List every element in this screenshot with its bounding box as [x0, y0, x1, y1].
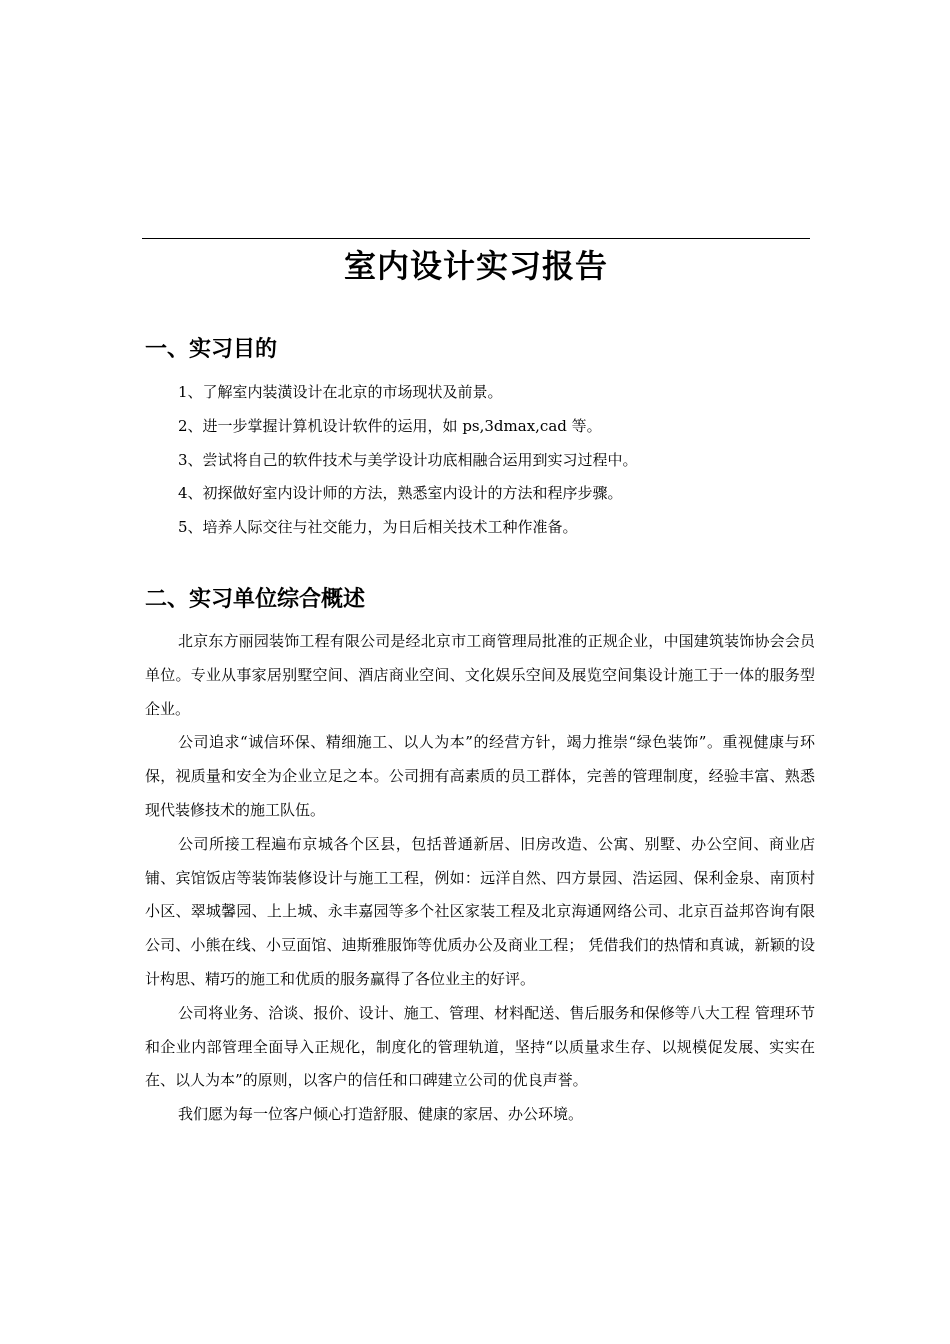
purpose-item: 3、尝试将自己的软件技术与美学设计功底相融合运用到实习过程中。 — [178, 451, 638, 469]
title-rule — [142, 238, 810, 239]
overview-paragraph: 公司追求“诚信环保、精细施工、以人为本”的经营方针，竭力推崇“绿色装饰”。重视健康与环保，视质量和安全为企业立足之本。公司拥有高素质的员工群体，完善的管理制度，经验丰富、熟悉现代装修技术的施工队伍。 — [145, 733, 815, 819]
purpose-item: 5、培养人际交往与社交能力，为日后相关技术工种作准备。 — [178, 518, 578, 536]
overview-paragraph: 公司将业务、洽谈、报价、设计、施工、管理、材料配送、售后服务和保修等八大工程 管理环节和企业内部管理全面导入正规化，制度化的管理轨道，坚持“以质量求生存、以规模促发展、实实在在、以人为本”的原则，以客户的信任和口碑建立公司的优良声誉。 — [145, 1003, 815, 1090]
purpose-item: 2、进一步掌握计算机设计软件的运用，如 ps,3dmax,cad 等。 — [178, 417, 602, 435]
purpose-item: 1、了解室内装潢设计在北京的市场现状及前景。 — [178, 383, 503, 401]
overview-paragraph: 公司所接工程遍布京城各个区县，包括普通新居、旧房改造、公寓、别墅、办公空间、商业店铺、宾馆饭店等装饰装修设计与施工工程，例如：远洋自然、四方景园、浩运园、保利金泉、南顶村小区、翠城馨园、上上城、永丰嘉园等多个社区家装工程及北京海通网络公司、北京百益邦咨询有限公司、小熊在线、小豆面馆、迪斯雅服饰等优质办公及商业工程； 凭借我们的热情和真诚，新颖的设计构思、精巧的施工和优质的服务赢得了各位业主的好评。 — [145, 834, 815, 988]
company-overview-body — [145, 625, 815, 1132]
section-heading-company-overview: 二、实习单位综合概述 — [145, 586, 366, 612]
purpose-item: 4、初探做好室内设计师的方法，熟悉室内设计的方法和程序步骤。 — [178, 484, 623, 502]
document-title: 室内设计实习报告 — [343, 247, 608, 285]
overview-paragraph: 北京东方丽园装饰工程有限公司是经北京市工商管理局批准的正规企业，中国建筑装饰协会会员单位。专业从事家居别墅空间、酒店商业空间、文化娱乐空间及展览空间集设计施工于一体的服务型企业。 — [145, 632, 815, 718]
section-heading-purpose: 一、实习目的 — [145, 336, 278, 362]
overview-paragraph: 我们愿为每一位客户倾心打造舒服、健康的家居、办公环境。 — [178, 1105, 584, 1124]
